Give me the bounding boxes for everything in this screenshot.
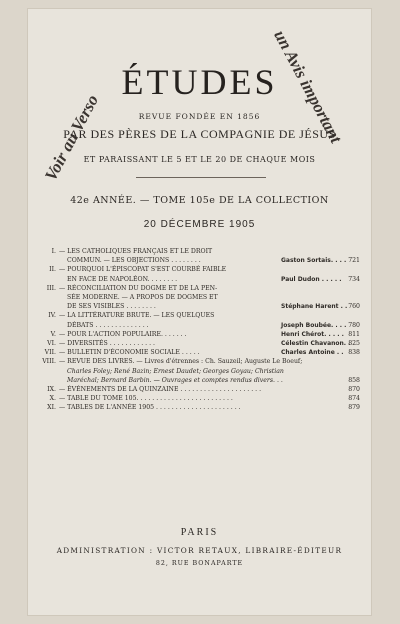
toc-entry-number: IX. bbox=[47, 386, 56, 394]
toc-entry-page: 760 bbox=[348, 303, 360, 311]
toc-entry-number: X. bbox=[49, 395, 56, 403]
toc-entry bbox=[39, 403, 360, 412]
toc-entry-page: 870 bbox=[348, 386, 360, 394]
frequency-line: ET PARAISSANT LE 5 ET LE 20 DE CHAQUE MOIS bbox=[83, 155, 316, 164]
toc-entry-title bbox=[59, 385, 346, 394]
journal-cover bbox=[27, 8, 372, 616]
toc-entry-number: VIII. bbox=[42, 358, 56, 366]
toc-entry-number: V. bbox=[50, 330, 56, 338]
notice-banner-left: Voir au Verso bbox=[41, 91, 103, 184]
toc-entry-page: 721 bbox=[348, 257, 360, 265]
toc-entry-title-line: Maréchal; Bernard Barbin. — Ouvrages et comptes rendus divers. . . bbox=[67, 376, 283, 384]
journal-title: ÉTUDES bbox=[121, 62, 278, 102]
toc-entry-title-line: COMMUN. — LES OBJECTIONS . . . . . . . . bbox=[67, 257, 201, 265]
toc-entry-title bbox=[59, 403, 346, 412]
publisher-line: PAR DES PÈRES DE LA COMPAGNIE DE JÉSUS bbox=[63, 127, 336, 141]
toc-entry-title-line: — ÉVÉNEMENTS DE LA QUINZAINE . . . . . . . . . . . . . . . . . . . . . bbox=[59, 386, 262, 394]
toc-entry-title bbox=[59, 348, 279, 357]
toc-entry bbox=[39, 284, 360, 312]
toc-entry-title-line: — TABLES DE L'ANNÉE 1905 . . . . . . . . . . . . . . . . . . . . . . bbox=[59, 404, 241, 412]
toc-entry-page: 825 bbox=[348, 340, 360, 348]
toc-entry-page: 858 bbox=[348, 376, 360, 384]
toc-entry-title bbox=[59, 357, 346, 385]
toc-entry-page: 780 bbox=[348, 321, 360, 329]
toc-entry-page: 874 bbox=[348, 395, 360, 403]
table-of-contents bbox=[39, 247, 360, 413]
toc-entry-title-line: EN FACE DE NAPOLÉON. . . . . . . . bbox=[67, 275, 178, 283]
toc-entry bbox=[39, 348, 360, 357]
toc-entry-title-line: — LA LITTÉRATURE BRUTE. — LES QUELQUES bbox=[59, 312, 215, 320]
toc-entry bbox=[39, 311, 360, 329]
toc-entry-number: II. bbox=[49, 266, 56, 274]
toc-entry-author: Joseph Boubée. . . . bbox=[281, 321, 347, 329]
publisher-address: 82, RUE BONAPARTE bbox=[155, 560, 244, 567]
toc-entry bbox=[39, 265, 360, 283]
toc-entry-title bbox=[59, 330, 279, 339]
toc-entry-title bbox=[59, 339, 279, 348]
toc-entry-number: IV. bbox=[48, 312, 56, 320]
toc-entry-title-line: — POUR L'ACTION POPULAIRE. . . . . . . bbox=[59, 330, 187, 338]
toc-entry-title-line: — RÉCONCILIATION DU DOGME ET DE LA PEN- bbox=[59, 284, 218, 292]
toc-entry-author: Célestin Chavanon. . bbox=[281, 340, 351, 348]
issue-date: 20 DÉCEMBRE 1905 bbox=[143, 219, 256, 230]
toc-entry bbox=[39, 339, 360, 348]
toc-entry-title-line: SÉE MODERNE. — A PROPOS DE DOGMES ET bbox=[67, 294, 218, 302]
volume-line: 42e ANNÉE. — TOME 105e DE LA COLLECTION bbox=[70, 195, 329, 206]
toc-entry-page: 734 bbox=[348, 275, 360, 283]
divider-rule bbox=[136, 177, 266, 178]
toc-entry-title-line: — TABLE DU TOME 105. . . . . . . . . . . . . . . . . . . . . . . . . bbox=[59, 395, 233, 403]
toc-entry-number: VI. bbox=[47, 340, 56, 348]
toc-entry-title-line: DE SES VISIBLES . . . . . . . . bbox=[67, 303, 156, 311]
toc-entry-title bbox=[59, 394, 346, 403]
toc-entry-title-line: — BULLETIN D'ÉCONOMIE SOCIALE . . . . . bbox=[59, 349, 200, 357]
notice-banner-right: un Avis important bbox=[270, 27, 346, 147]
toc-entry-number: III. bbox=[46, 284, 56, 292]
toc-entry bbox=[39, 385, 360, 394]
toc-entry-title-line: — LES CATHOLIQUES FRANÇAIS ET LE DROIT bbox=[59, 248, 213, 255]
toc-entry-title bbox=[59, 247, 279, 265]
toc-entry bbox=[39, 394, 360, 403]
toc-entry-title bbox=[59, 311, 279, 329]
toc-entry-title-line: — DIVERSITÉS . . . . . . . . . . . . bbox=[59, 340, 155, 348]
toc-entry bbox=[39, 357, 360, 385]
toc-entry-title-line: — POURQUOI L'ÉPISCOPAT S'EST COURBÉ FAIBLE bbox=[59, 266, 227, 274]
toc-entry-title-line: DÉBATS . . . . . . . . . . . . . . bbox=[67, 321, 149, 329]
publication-city: PARIS bbox=[180, 527, 219, 538]
toc-entry-author: Henri Chérot. . . . . bbox=[281, 330, 344, 338]
toc-entry-title-line: Charles Foley; René Bazin; Ernest Daudet; Georges Goyau; Christian bbox=[67, 367, 284, 375]
toc-entry-number: I. bbox=[51, 248, 56, 255]
toc-entry-author: Charles Antoine . . bbox=[281, 349, 344, 357]
toc-entry-page: 879 bbox=[348, 404, 360, 412]
toc-entry-number: XI. bbox=[47, 404, 56, 412]
toc-entry-page: 838 bbox=[348, 349, 360, 357]
toc-entry-author: Stéphane Harent . . bbox=[281, 303, 348, 311]
toc-entry bbox=[39, 247, 360, 265]
toc-entry bbox=[39, 330, 360, 339]
toc-entry-author: Gaston Sortais. . . . bbox=[281, 257, 347, 265]
toc-entry-title bbox=[59, 265, 279, 283]
toc-entry-number: VII. bbox=[44, 349, 56, 357]
toc-entry-author: Paul Dudon . . . . . bbox=[281, 275, 342, 283]
founded-line: REVUE FONDÉE EN 1856 bbox=[138, 112, 261, 121]
toc-entry-page: 811 bbox=[348, 330, 360, 338]
publisher-name: ADMINISTRATION : VICTOR RETAUX, LIBRAIRE-ÉDITEUR bbox=[56, 546, 343, 555]
toc-entry-title bbox=[59, 284, 279, 312]
toc-entry-title-line: — REVUE DES LIVRES. — Livres d'étrennes : Ch. Sauzeil; Auguste Le Boeuf; bbox=[59, 358, 303, 366]
